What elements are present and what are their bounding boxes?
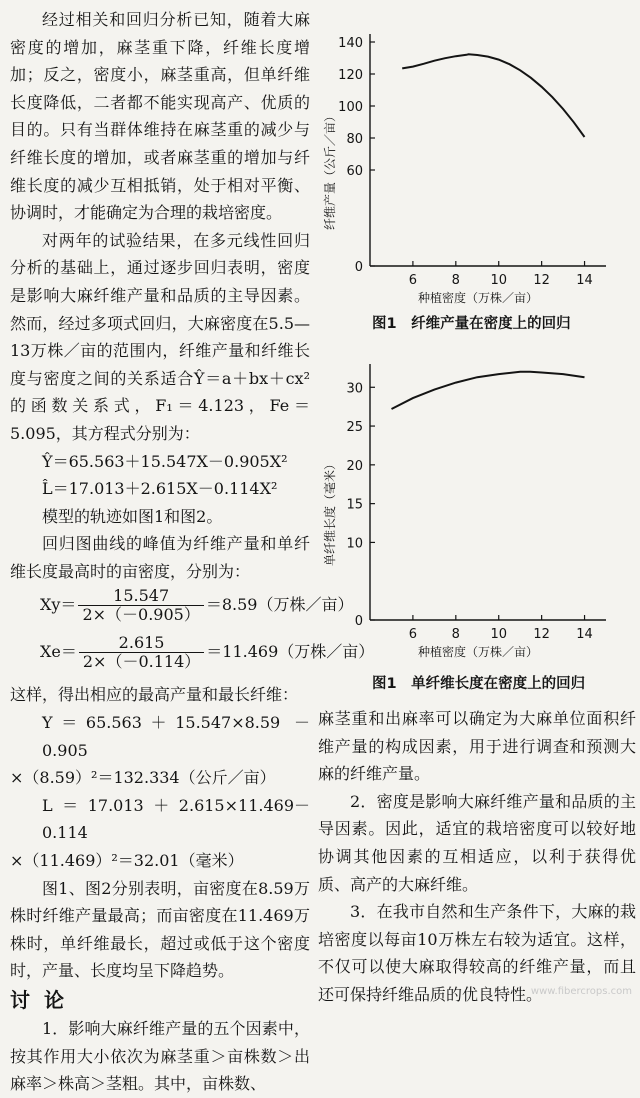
chart-fiber-length [318, 348, 618, 672]
paragraph: 经过相关和回归分析已知，随着大麻密度的增加，麻茎重下降，纤维长度增加；反之，密度小，麻茎重高，但单纤维长度降低，二者都不能实现高产、优质的目的。只有当群体维持在麻茎重的减少与纤维长度的增加，或者麻茎重的增加与纤维长度的减少互相抵销，处于相对平衡、协调时，才能确定为合理的栽培密度。 [10, 10, 310, 223]
figure-caption: 图1 纤维产量在密度上的回归 [372, 316, 571, 332]
calc-y-line2: ×（8.59）²＝132.334（公斤／亩） [10, 768, 276, 788]
y-tick-label: 60 [346, 164, 363, 179]
y-tick-label: 100 [338, 100, 363, 115]
paragraph: 回归图曲线的峰值为纤维产量和单纤维长度最高时的亩密度，分别为： [10, 534, 310, 581]
fraction-numerator: 15.547 [78, 587, 203, 606]
paragraph: 这样，得出相应的最高产量和最长纤维： [10, 685, 299, 705]
y-tick-label: 30 [346, 381, 363, 397]
fraction [79, 634, 204, 671]
x-axis-label: 种植密度（万株／亩） [417, 645, 539, 659]
x-tick-label: 14 [576, 627, 593, 642]
fraction-numerator: 2.615 [79, 634, 204, 653]
fraction-denominator: 2×（－0.905） [82, 605, 200, 625]
y-axis-label: 纤维产量（公斤／亩） [323, 109, 337, 231]
x-tick-label: 8 [451, 627, 460, 642]
y-tick-label: 20 [346, 458, 363, 474]
chart-svg [318, 18, 618, 308]
y-tick-label: 0 [354, 614, 363, 629]
y-tick-label: 25 [346, 420, 363, 436]
series-line [402, 54, 584, 137]
formula-label: Xe＝ [40, 642, 77, 662]
chart-svg [318, 348, 618, 668]
x-tick-label: 6 [408, 627, 418, 642]
formula-label: Xy＝ [40, 595, 77, 615]
x-tick-label: 6 [408, 273, 418, 288]
y-tick-label: 80 [346, 132, 363, 147]
paragraph: 3．在我市自然和生产条件下，大麻的栽培密度以每亩10万株左右较为适宜。这样，不仅可以使大麻取得较高的纤维产量，而且还可保持纤维品质的优良特性。 [318, 902, 636, 1004]
paragraph: 麻茎重和出麻率可以确定为大麻单位面积纤维产量的构成因素，用于进行调查和预测大麻的纤维产量。 [318, 709, 636, 784]
series-line [392, 372, 585, 409]
calc-y-line1: Y＝65.563＋15.547×8.59 －0.905 [42, 713, 310, 760]
formula-xy [10, 586, 354, 625]
paragraph: 对两年的试验结果，在多元线性回归分析的基础上，通过逐步回归表明，密度是影响大麻纤维产量和品质的主导因素。然而，经过多项式回归，大麻密度在5.5—13万株／亩的范围内，纤维产量和纤维长度与密度之间的关系适合Ŷ＝a＋bx＋cx²的函数关系式，F₁＝4.123，Fe＝5.095，其方程式分别为： [10, 230, 310, 443]
formula-result: ＝8.59（万株／亩） [205, 595, 354, 615]
formula-xe [10, 633, 375, 672]
paragraph: 2．密度是影响大麻纤维产量和品质的主导因素。因此，适宜的栽培密度可以较好地协调其他因素的互相适应，以利于获得优质、高产的大麻纤维。 [318, 791, 636, 894]
watermark: www.fibercrops.com [530, 986, 632, 997]
x-tick-label: 12 [533, 273, 550, 288]
formula-result: ＝11.469（万株／亩） [206, 642, 375, 662]
x-tick-label: 12 [533, 627, 550, 642]
y-tick-label: 120 [338, 68, 363, 83]
calc-l-line1: L＝17.013＋2.615×11.469－0.114 [42, 795, 310, 843]
x-tick-label: 10 [490, 627, 508, 642]
chart-fiber-yield [318, 18, 618, 312]
paragraph: 1．影响大麻纤维产量的五个因素中，按其作用大小依次为麻茎重＞亩株数＞出麻率＞株高＞茎粗。其中，亩株数、 [10, 1019, 310, 1094]
paragraph: 模型的轨迹如图1和图2。 [42, 506, 223, 526]
y-axis-label: 单纤维长度（毫米） [323, 457, 337, 567]
paragraph: 图1、图2分别表明，亩密度在8.59万株时纤维产量最高；而亩密度在11.469万株时，单纤维最长，超过或低于这个密度时，产量、长度均呈下降趋势。 [10, 878, 310, 981]
calc-l-line2: ×（11.469）²＝32.01（毫米） [10, 851, 244, 871]
x-tick-label: 10 [490, 273, 508, 288]
x-tick-label: 8 [451, 273, 460, 288]
x-tick-label: 14 [576, 273, 593, 288]
y-tick-label: 15 [346, 497, 363, 513]
fraction [78, 587, 203, 624]
y-tick-label: 0 [354, 260, 363, 275]
equation-length: L̂＝17.013＋2.615X－0.114X² [42, 479, 278, 499]
equation-yield: Ŷ＝65.563＋15.547X－0.905X² [42, 451, 288, 471]
y-tick-label: 140 [338, 36, 363, 51]
x-axis-label: 种植密度（万株／亩） [417, 291, 539, 305]
figure-caption: 图1 单纤维长度在密度上的回归 [372, 676, 586, 692]
section-heading: 讨论 [10, 988, 78, 1012]
fraction-denominator: 2×（－0.114） [82, 652, 201, 672]
y-tick-label: 10 [346, 536, 363, 552]
right-column [318, 705, 636, 1009]
